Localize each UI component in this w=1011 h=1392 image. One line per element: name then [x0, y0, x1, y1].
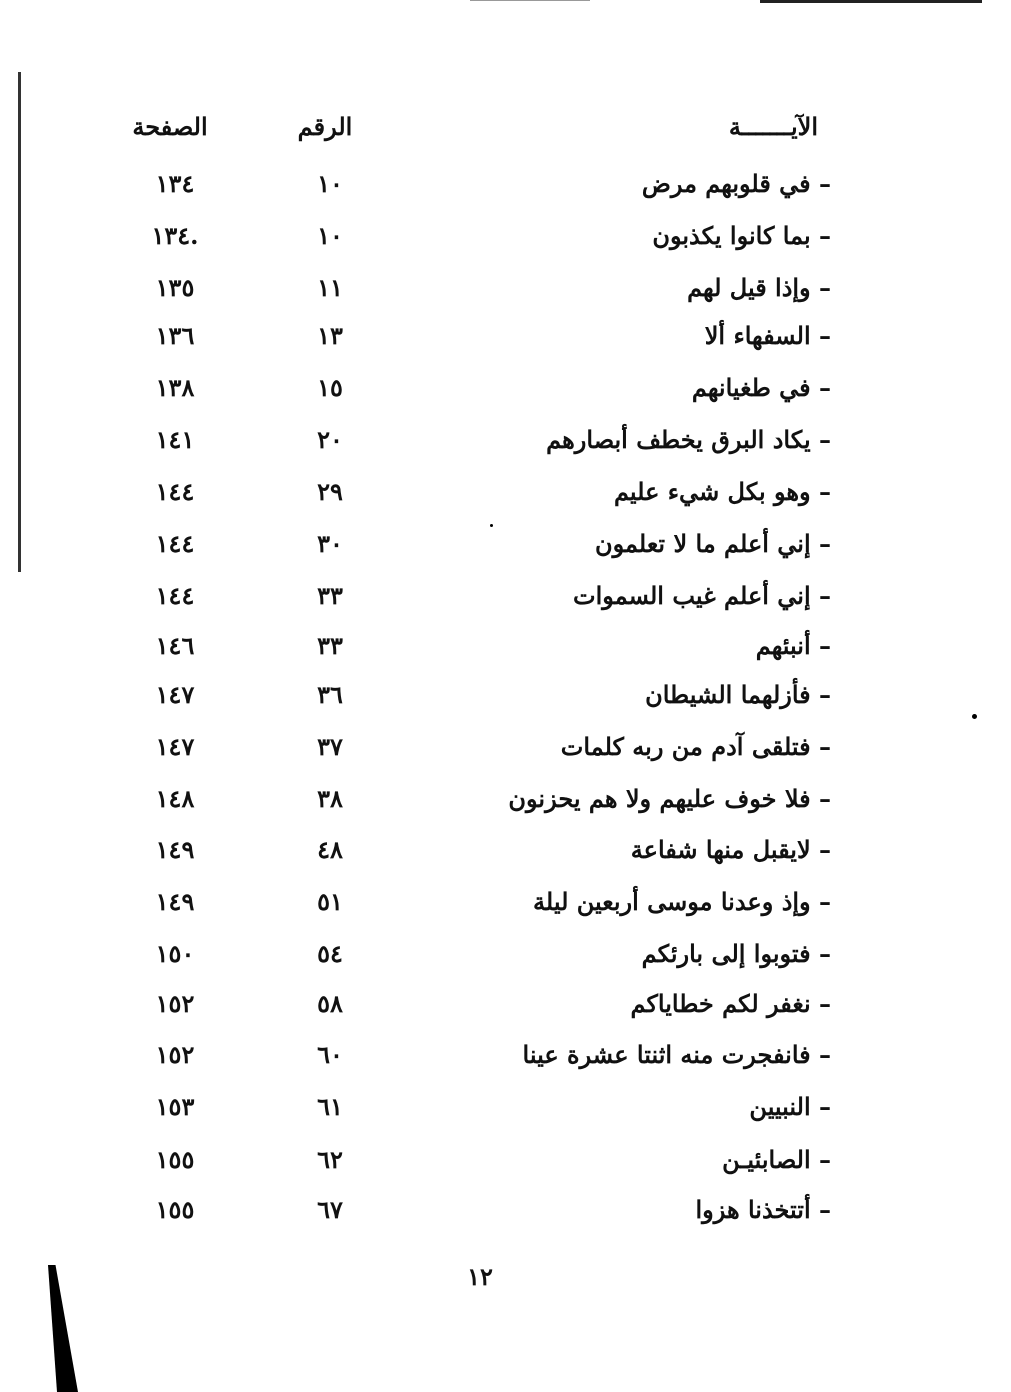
page-cell: ١٤٩: [155, 887, 195, 916]
table-row: [0, 268, 1011, 308]
verse-cell: – لايقبل منها شفاعة: [630, 835, 831, 864]
table-row: [0, 1190, 1011, 1230]
verse-number-cell: ٦٢: [317, 1145, 343, 1174]
verse-cell: – فانفجرت منه اثنتا عشرة عينا: [522, 1040, 831, 1069]
table-row: [0, 472, 1011, 512]
verse-cell: – بما كانوا يكذبون: [652, 221, 831, 250]
verse-cell: – فأزلهما الشيطان: [645, 680, 831, 709]
verse-number-cell: ٦٠: [317, 1040, 343, 1069]
verse-number-cell: ٦١: [317, 1092, 343, 1121]
verse-number-cell: ٤٨: [317, 835, 343, 864]
verse-cell: – أتتخذنا هزوا: [695, 1195, 831, 1224]
table-row: [0, 576, 1011, 616]
page-cell: ١٤١: [155, 425, 195, 454]
verse-number-cell: ١٠: [317, 221, 343, 250]
verse-number-cell: ٥٨: [317, 989, 343, 1018]
verse-number-cell: ٣٣: [317, 631, 343, 660]
verse-cell: – فتوبوا إلى بارئكم: [641, 939, 831, 968]
page-cell: ١٥٢: [155, 1040, 195, 1069]
table-row: [0, 934, 1011, 974]
page-cell: ١٥٣: [155, 1092, 195, 1121]
table-row: [0, 1035, 1011, 1075]
page-cell: ١٥٥: [155, 1145, 195, 1174]
verse-number-cell: ١٥: [317, 373, 343, 402]
verse-number-cell: ١٠: [317, 169, 343, 198]
page-cell: ١٤٤: [155, 529, 195, 558]
verse-number-cell: ١١: [317, 273, 343, 302]
page-cell: ١٤٤: [155, 581, 195, 610]
verse-number-cell: ٣٣: [317, 581, 343, 610]
page-cell: ١٤٩: [155, 835, 195, 864]
verse-number-cell: ١٣: [317, 321, 343, 350]
page-cell: ١٣٤: [155, 169, 195, 198]
verse-cell: – وهو بكل شيء عليم: [613, 477, 831, 506]
verse-cell: – وإذ وعدنا موسى أربعين ليلة: [533, 887, 831, 916]
page-cell: .١٣٤: [151, 221, 199, 250]
verse-number-cell: ٥٤: [317, 939, 343, 968]
page-cell: ١٣٦: [155, 321, 195, 350]
page-cell: ١٣٥: [155, 273, 195, 302]
table-row: [0, 1087, 1011, 1127]
page-cell: ١٣٨: [155, 373, 195, 402]
verse-number-cell: ٣٠: [317, 529, 343, 558]
page-cell: ١٤٧: [155, 680, 195, 709]
page-cell: ١٤٧: [155, 732, 195, 761]
page-number: ١٢: [467, 1262, 493, 1291]
table-row: [0, 316, 1011, 356]
table-row: [0, 675, 1011, 715]
verse-cell: – السفهاء ألا: [704, 321, 831, 350]
verse-number-cell: ٢٩: [317, 477, 343, 506]
verse-cell: – الصابئيـن: [722, 1145, 831, 1174]
column-header-page: الصفحة: [132, 112, 208, 141]
page-cell: ١٥٠: [155, 939, 195, 968]
verse-cell: – يكاد البرق يخطف أبصارهم: [546, 425, 831, 454]
scan-edge-line: [760, 0, 982, 3]
table-row: [0, 727, 1011, 767]
verse-number-cell: ٣٨: [317, 784, 343, 813]
table-row: [0, 164, 1011, 204]
verse-number-cell: ٦٧: [317, 1195, 343, 1224]
table-row: [0, 626, 1011, 666]
column-header-number: الرقم: [297, 112, 353, 141]
verse-cell: – فلا خوف عليهم ولا هم يحزنون: [508, 784, 831, 813]
verse-number-cell: ٥١: [317, 887, 343, 916]
verse-cell: – في طغيانهم: [691, 373, 831, 402]
table-row: [0, 984, 1011, 1024]
table-row: [0, 779, 1011, 819]
scan-edge-line-faint: [470, 0, 590, 1]
verse-cell: – إني أعلم غيب السموات: [573, 581, 831, 610]
page-cell: ١٤٦: [155, 631, 195, 660]
verse-cell: – فتلقى آدم من ربه كلمات: [560, 732, 831, 761]
table-row: [0, 420, 1011, 460]
verse-cell: – أنبئهم: [755, 631, 831, 660]
verse-cell: – وإذا قيل لهم: [687, 273, 831, 302]
verse-number-cell: ٣٦: [317, 680, 343, 709]
table-row: [0, 216, 1011, 256]
verse-number-cell: ٣٧: [317, 732, 343, 761]
page-cell: ١٤٨: [155, 784, 195, 813]
table-row: [0, 882, 1011, 922]
page-cell: ١٤٤: [155, 477, 195, 506]
page-cell: ١٥٥: [155, 1195, 195, 1224]
verse-cell: – في قلوبهم مرض: [641, 169, 831, 198]
verse-number-cell: ٢٠: [317, 425, 343, 454]
column-header-verse: الآيـــــــة: [728, 112, 818, 141]
table-row: [0, 1140, 1011, 1180]
binding-shadow: [48, 1265, 78, 1392]
verse-cell: – النبيين: [749, 1092, 831, 1121]
verse-cell: – إني أعلم ما لا تعلمون: [595, 529, 831, 558]
table-row: [0, 368, 1011, 408]
page-cell: ١٥٢: [155, 989, 195, 1018]
table-row: [0, 524, 1011, 564]
table-row: [0, 830, 1011, 870]
verse-cell: – نغفر لكم خطاياكم: [630, 989, 831, 1018]
